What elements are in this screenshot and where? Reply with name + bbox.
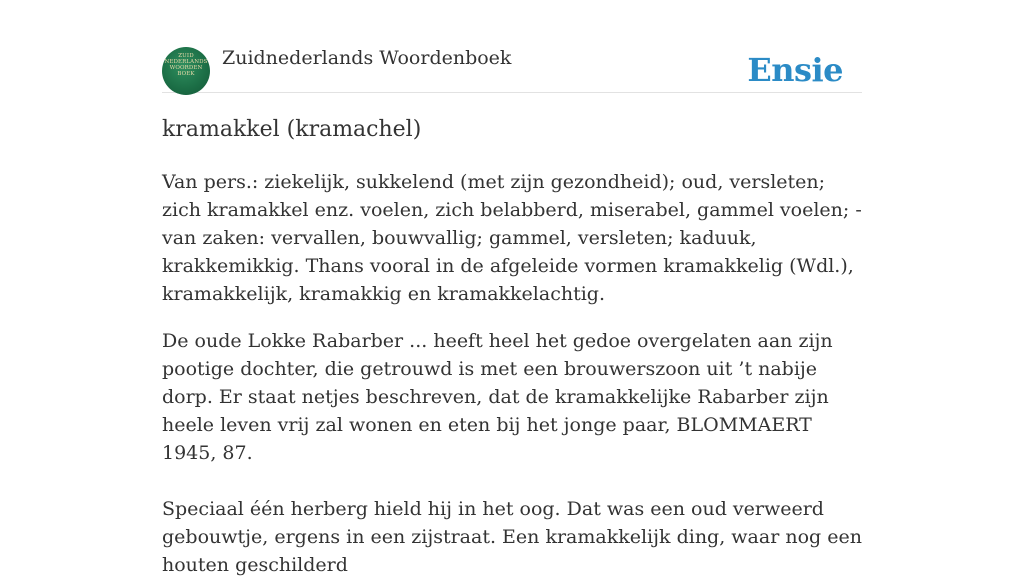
entry-quote: De oude Lokke Rabarber ... heeft heel het gedoe overgelaten aan zijn pootige dochter, die getrouwd is met een brouwerszoon uit ’t nabije dorp. Er staat netjes beschreven, dat de kramakkelijke Rabarber zijn heele leven vrij zal wonen en eten bij het jonge paar, BLOMMAERT 1945, 87.: [162, 330, 833, 464]
entry-definition: Van pers.: ziekelijk, sukkelend (met zijn gezondheid); oud, versleten; zich kramakkel enz. voelen, zich belabberd, miserabel, gammel voelen; - van zaken: vervallen, bouwvallig; gammel, versleten; kaduuk, krakkemikkig. Thans vooral in de afgeleide vormen kramakkelig (Wdl.), kramakkelijk, kramakkig en kramakkelachtig.: [162, 171, 862, 305]
logo-lettering: ZUID NEDERLANDS WOORDEN BOEK: [164, 53, 208, 77]
site-title[interactable]: Zuidnederlands Woordenboek: [222, 47, 512, 69]
entry-headword: kramakkel (kramachel): [162, 117, 422, 142]
entry-content: [162, 168, 862, 579]
ensie-brand-logo[interactable]: Ensie: [747, 51, 843, 89]
dictionary-logo[interactable]: [162, 47, 210, 95]
site-header: [162, 44, 862, 93]
entry-quote: Speciaal één herberg hield hij in het oog. Dat was een oud verweerd gebouwtje, ergens in een zijstraat. Een kramakkelijk ding, waar nog een houten geschilderd: [162, 498, 862, 576]
